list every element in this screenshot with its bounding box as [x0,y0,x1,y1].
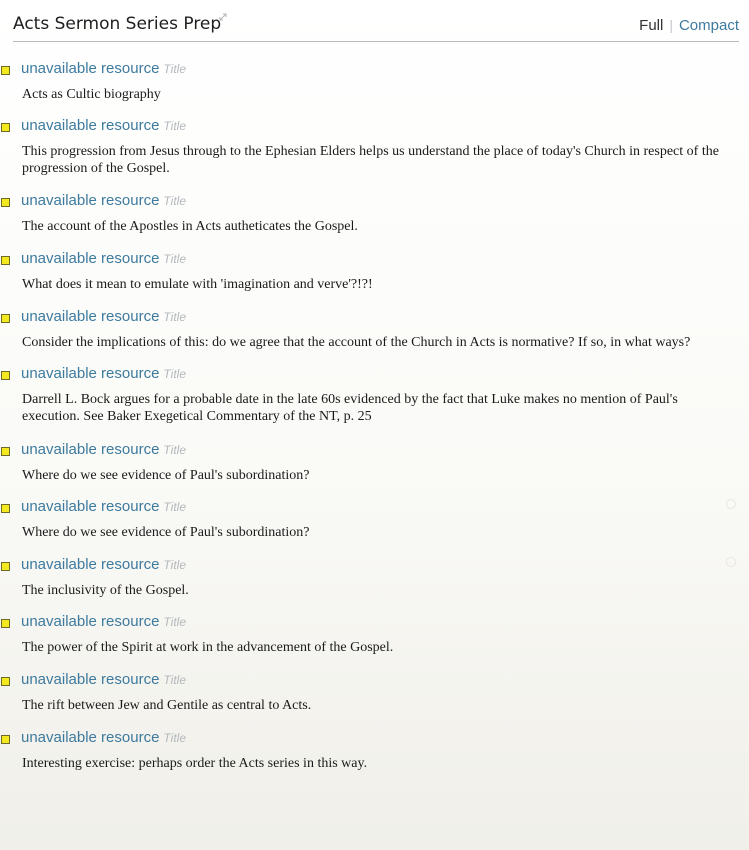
note-head [21,729,186,747]
note-text: Where do we see evidence of Paul's subordination? [22,525,310,540]
view-compact-button[interactable]: Compact [678,17,739,34]
note-type-label: Title [163,310,186,324]
resource-link[interactable]: unavailable resource [21,308,160,325]
note-text: This progression from Jesus through to the Ephesian Elders helps us understand the place of today's Church in respect of the progression of the Gospel. [22,144,719,176]
view-switch [639,17,739,34]
resource-link[interactable]: unavailable resource [21,441,160,458]
resource-link[interactable]: unavailable resource [21,671,160,688]
note-head [21,117,186,135]
note-text: The inclusivity of the Gospel. [22,583,189,598]
highlight-marker-icon[interactable] [1,562,10,571]
note-text: Interesting exercise: perhaps order the Acts series in this way. [22,756,368,771]
note-type-label: Title [163,615,186,629]
note-head [21,308,186,326]
note-text: Consider the implications of this: do we agree that the account of the Church in Acts is normative? If so, in what ways? [22,335,691,350]
faint-circle-icon [726,557,736,567]
expand-arrows-icon[interactable] [218,12,228,22]
resource-link[interactable]: unavailable resource [21,60,160,77]
notes-header [13,0,739,42]
faint-circle-icon [726,499,736,509]
note-text: Acts as Cultic biography [22,87,161,102]
highlight-marker-icon[interactable] [1,677,10,686]
note-head [21,441,186,459]
note-head [21,250,186,268]
resource-link[interactable]: unavailable resource [21,365,160,382]
note-type-label: Title [163,62,186,76]
resource-link[interactable]: unavailable resource [21,613,160,630]
highlight-marker-icon[interactable] [1,314,10,323]
resource-link[interactable]: unavailable resource [21,556,160,573]
view-separator: | [669,17,673,33]
note-type-label: Title [163,558,186,572]
highlight-marker-icon[interactable] [1,735,10,744]
note-type-label: Title [163,367,186,381]
note-head [21,60,186,78]
note-head [21,192,186,210]
highlight-marker-icon[interactable] [1,371,10,380]
note-type-label: Title [163,731,186,745]
note-text: Where do we see evidence of Paul's subordination? [22,468,310,483]
note-head [21,498,186,516]
note-text: The power of the Spirit at work in the advancement of the Gospel. [22,640,394,655]
note-type-label: Title [163,673,186,687]
note-text: What does it mean to emulate with 'imagination and verve'?!?! [22,277,373,292]
highlight-marker-icon[interactable] [1,619,10,628]
note-type-label: Title [163,500,186,514]
note-head [21,556,186,574]
resource-link[interactable]: unavailable resource [21,192,160,209]
note-type-label: Title [163,252,186,266]
highlight-marker-icon[interactable] [1,66,10,75]
note-head [21,613,186,631]
note-type-label: Title [163,443,186,457]
note-head [21,365,186,383]
note-text: Darrell L. Bock argues for a probable date in the late 60s evidenced by the fact that Luke makes no mention of Paul's execution. See Baker Exegetical Commentary of the NT, p. 25 [22,392,678,424]
highlight-marker-icon[interactable] [1,256,10,265]
resource-link[interactable]: unavailable resource [21,498,160,515]
highlight-marker-icon[interactable] [1,123,10,132]
note-head [21,671,186,689]
highlight-marker-icon[interactable] [1,198,10,207]
resource-link[interactable]: unavailable resource [21,729,160,746]
highlight-marker-icon[interactable] [1,504,10,513]
page-title: Acts Sermon Series Prep [13,14,222,34]
resource-link[interactable]: unavailable resource [21,117,160,134]
note-type-label: Title [163,119,186,133]
note-text: The account of the Apostles in Acts autheticates the Gospel. [22,219,358,234]
view-full-button[interactable]: Full [639,17,664,34]
note-text: The rift between Jew and Gentile as central to Acts. [22,698,312,713]
note-type-label: Title [163,194,186,208]
resource-link[interactable]: unavailable resource [21,250,160,267]
highlight-marker-icon[interactable] [1,447,10,456]
